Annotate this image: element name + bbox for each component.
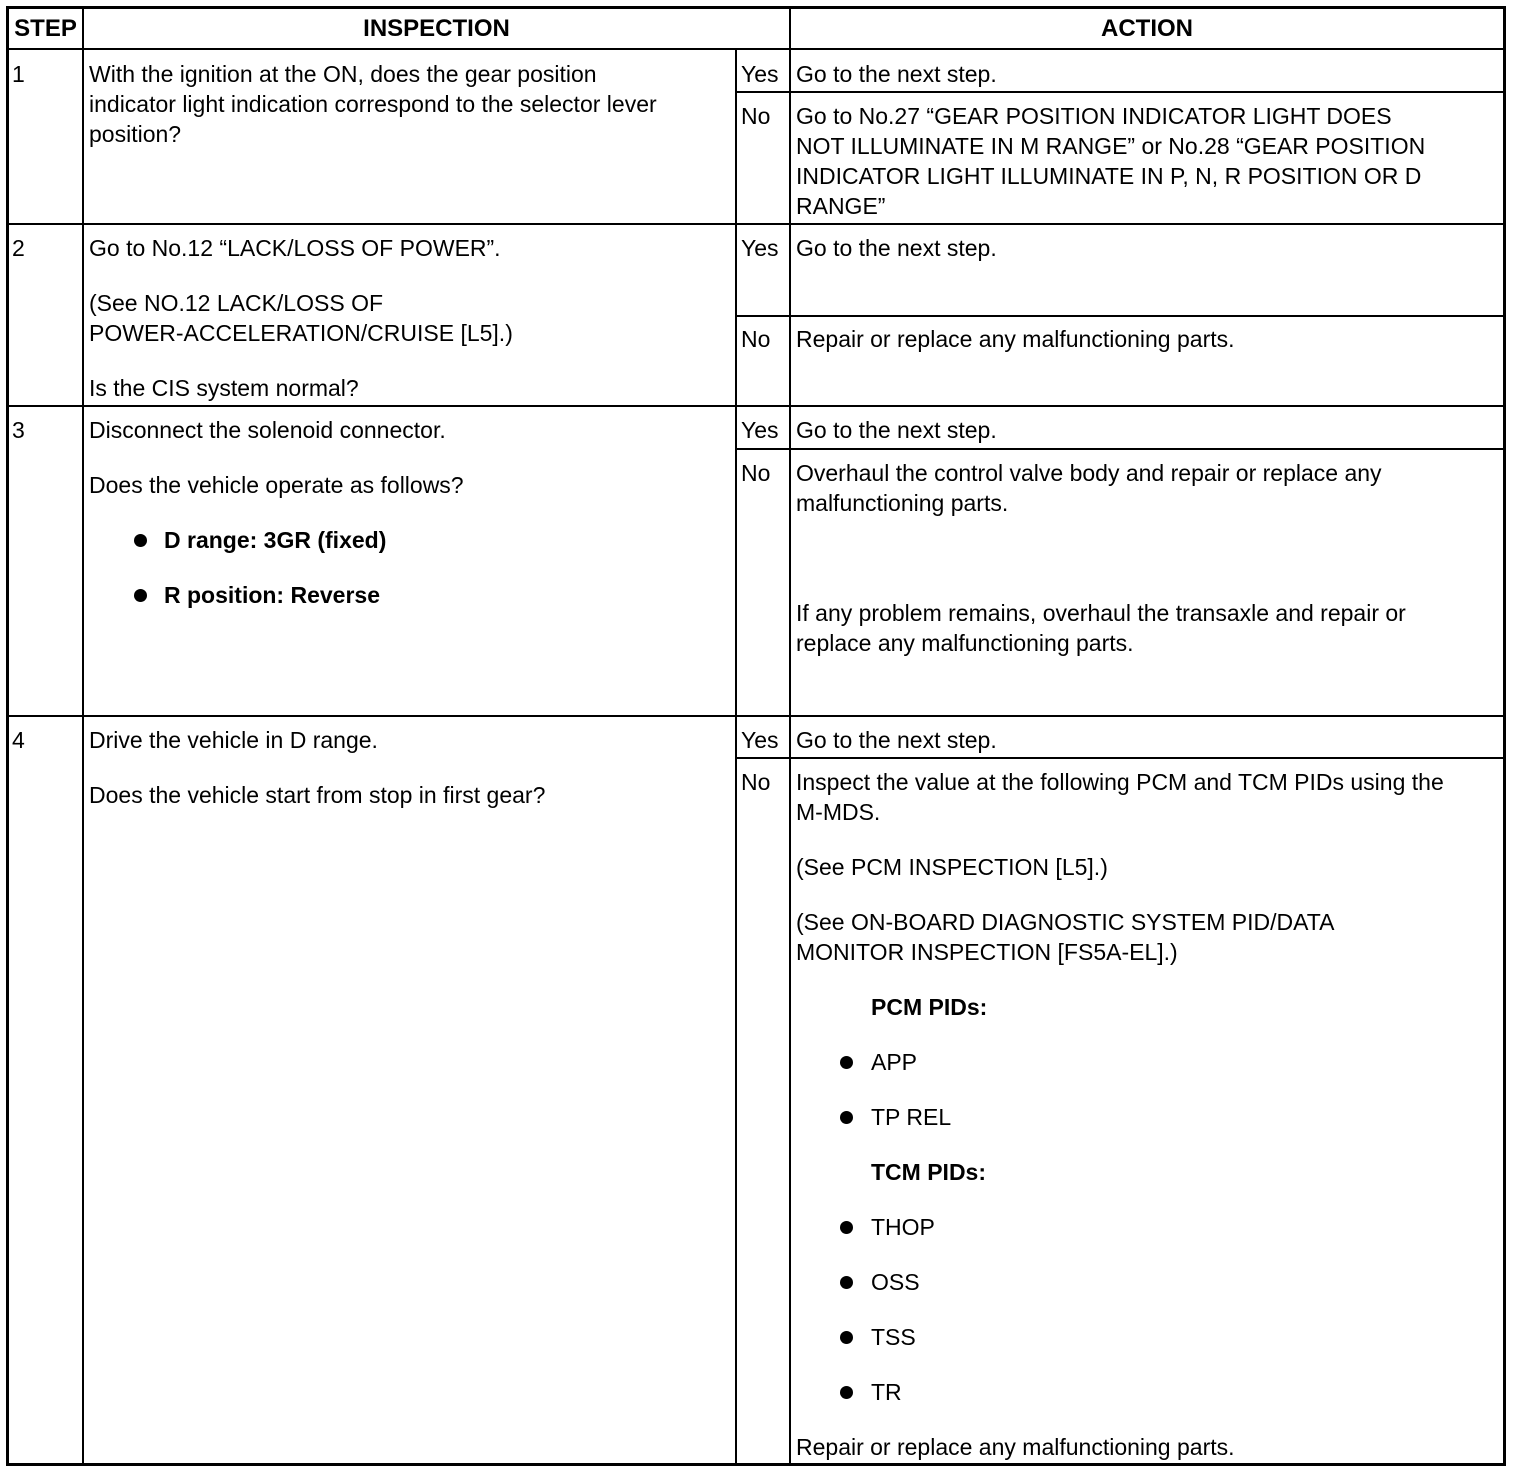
step-number: 4	[12, 727, 25, 753]
action-line: INDICATOR LIGHT ILLUMINATE IN P, N, R POSITION OR D	[796, 163, 1422, 189]
no-label: No	[741, 460, 771, 486]
bullet-icon	[840, 1331, 853, 1344]
yes-label: Yes	[741, 61, 779, 87]
pid-item: TP REL	[871, 1104, 952, 1130]
inspection-line: Does the vehicle start from stop in first gear?	[89, 782, 546, 808]
pcm-pids-heading: PCM PIDs:	[871, 994, 988, 1020]
action-line: Go to No.27 “GEAR POSITION INDICATOR LIGHT DOES	[796, 103, 1392, 129]
yes-no-column-divider	[735, 48, 737, 1463]
action-line: Go to the next step.	[796, 235, 997, 261]
row1-bottom-divider	[9, 223, 1503, 225]
step-column-divider	[82, 9, 84, 1463]
header-inspection: INSPECTION	[363, 15, 510, 42]
action-line: (See PCM INSPECTION [L5].)	[796, 854, 1108, 880]
bullet-icon	[134, 534, 147, 547]
inspection-line: Go to No.12 “LACK/LOSS OF POWER”.	[89, 235, 501, 261]
action-column-divider	[789, 9, 791, 1463]
bullet-icon	[840, 1221, 853, 1234]
pid-item: TSS	[871, 1324, 916, 1350]
action-line: replace any malfunctioning parts.	[796, 630, 1134, 656]
action-line: Go to the next step.	[796, 61, 997, 87]
action-line: (See ON-BOARD DIAGNOSTIC SYSTEM PID/DATA	[796, 909, 1335, 935]
troubleshooting-table	[6, 6, 1506, 1466]
action-line: Repair or replace any malfunctioning parts.	[796, 326, 1235, 352]
row3-bottom-divider	[9, 715, 1503, 717]
action-line: M-MDS.	[796, 799, 881, 825]
header-action: ACTION	[1101, 15, 1193, 42]
inspection-line: POWER-ACCELERATION/CRUISE [L5].)	[89, 320, 513, 346]
action-line: Go to the next step.	[796, 417, 997, 443]
bullet-icon	[840, 1056, 853, 1069]
pid-item: THOP	[871, 1214, 935, 1240]
inspection-line: indicator light indication correspond to the selector lever	[89, 91, 657, 117]
action-line: malfunctioning parts.	[796, 490, 1009, 516]
yes-label: Yes	[741, 235, 779, 261]
no-label: No	[741, 769, 771, 795]
tcm-pids-heading: TCM PIDs:	[871, 1159, 986, 1185]
pid-item: TR	[871, 1379, 902, 1405]
inspection-line: Does the vehicle operate as follows?	[89, 472, 464, 498]
action-line: NOT ILLUMINATE IN M RANGE” or No.28 “GEAR POSITION	[796, 133, 1426, 159]
step-number: 1	[12, 61, 25, 87]
inspection-line: With the ignition at the ON, does the gear position	[89, 61, 597, 87]
inspection-line: Disconnect the solenoid connector.	[89, 417, 446, 443]
action-line: Go to the next step.	[796, 727, 997, 753]
inspection-line: position?	[89, 121, 182, 147]
action-line: RANGE”	[796, 193, 886, 219]
row3-yes-no-divider	[735, 448, 1503, 450]
inspection-line: (See NO.12 LACK/LOSS OF	[89, 290, 384, 316]
header-step: STEP	[14, 15, 77, 42]
pid-item: OSS	[871, 1269, 920, 1295]
action-line: Inspect the value at the following PCM and TCM PIDs using the	[796, 769, 1444, 795]
bullet-item: D range: 3GR (fixed)	[164, 527, 387, 553]
row1-yes-no-divider	[735, 91, 1503, 93]
action-line: Overhaul the control valve body and repair or replace any	[796, 460, 1382, 486]
pid-item: APP	[871, 1049, 918, 1075]
inspection-line: Is the CIS system normal?	[89, 375, 359, 401]
bullet-item: R position: Reverse	[164, 582, 380, 608]
row4-yes-no-divider	[735, 757, 1503, 759]
bullet-icon	[840, 1386, 853, 1399]
step-number: 2	[12, 235, 25, 261]
no-label: No	[741, 326, 771, 352]
inspection-line: Drive the vehicle in D range.	[89, 727, 378, 753]
row2-yes-no-divider	[735, 315, 1503, 317]
action-line: MONITOR INSPECTION [FS5A-EL].)	[796, 939, 1178, 965]
yes-label: Yes	[741, 417, 779, 443]
bullet-icon	[134, 589, 147, 602]
yes-label: Yes	[741, 727, 779, 753]
action-line: If any problem remains, overhaul the transaxle and repair or	[796, 600, 1406, 626]
no-label: No	[741, 103, 771, 129]
row2-bottom-divider	[9, 405, 1503, 407]
action-line: Repair or replace any malfunctioning parts.	[796, 1434, 1235, 1460]
bullet-icon	[840, 1276, 853, 1289]
bullet-icon	[840, 1111, 853, 1124]
step-number: 3	[12, 417, 25, 443]
